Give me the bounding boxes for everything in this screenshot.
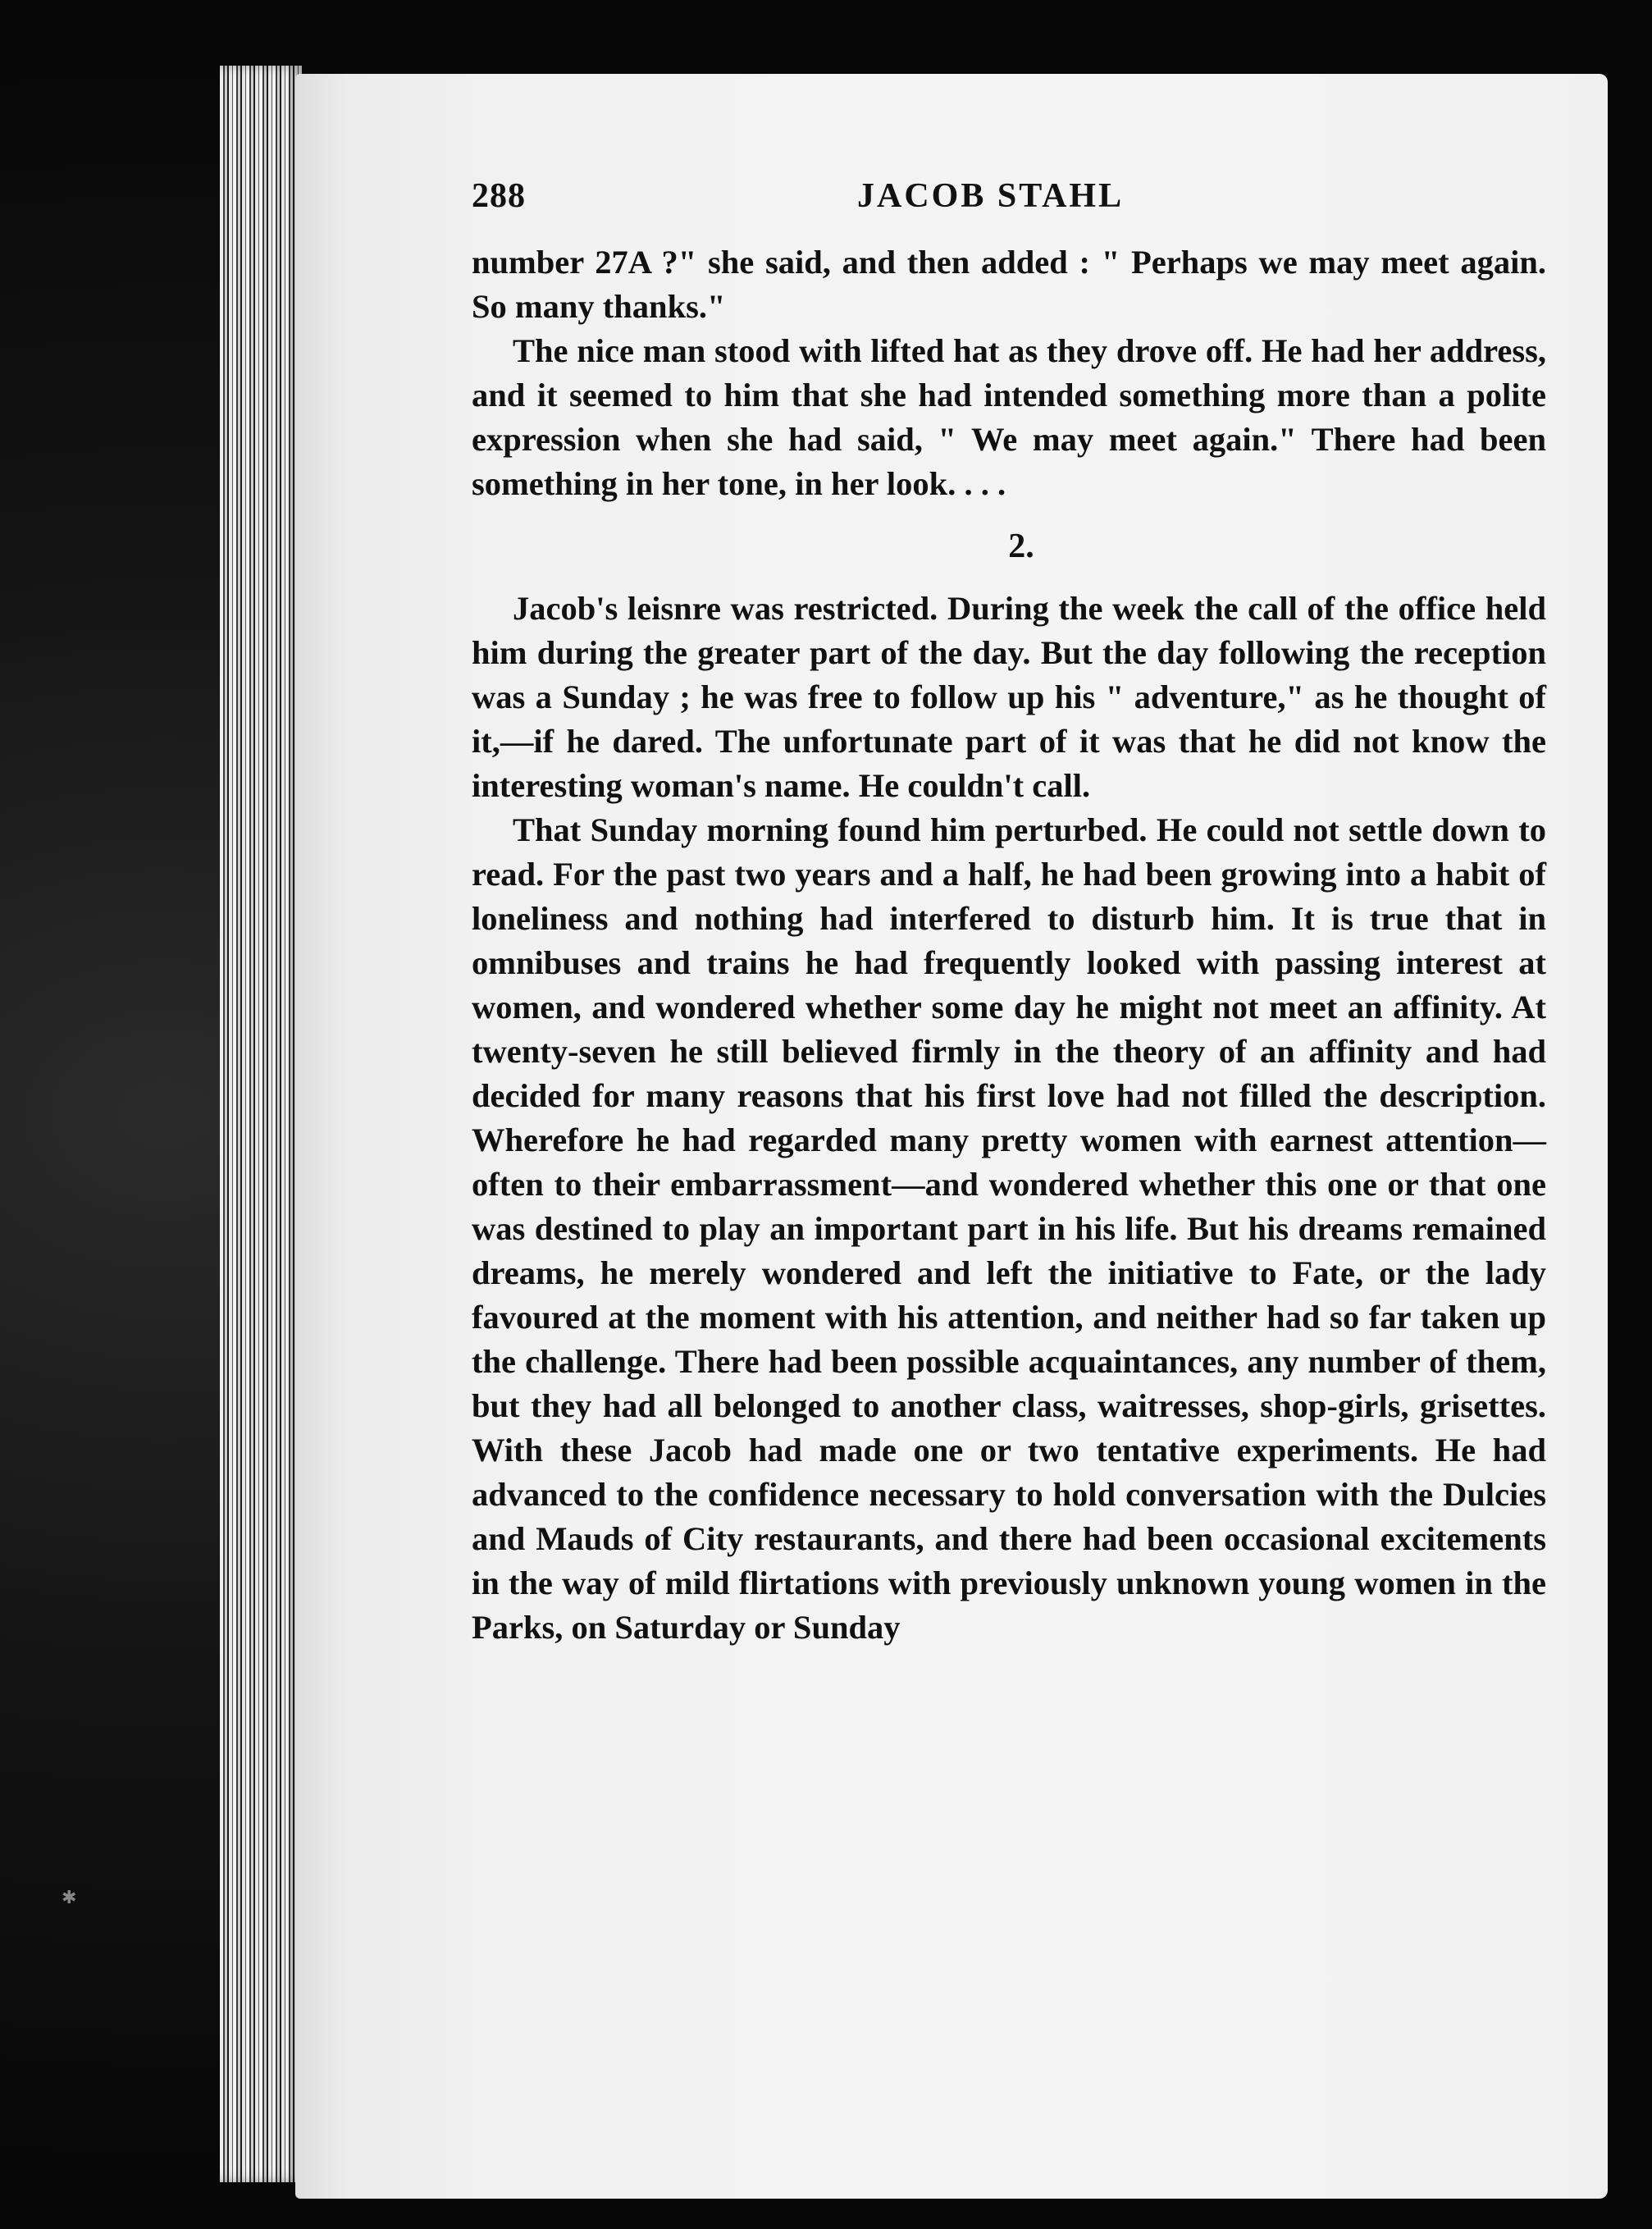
scan-speck: ✱ — [62, 1887, 77, 1907]
page-number: 288 — [472, 177, 526, 215]
running-head — [472, 176, 1546, 226]
book-page — [295, 74, 1608, 2199]
paragraph: The nice man stood with lifted hat as they drove off. He had her address, and it seemed to him that she had intended something more than a polite expression when she had said, " We may meet again." There had been something in her tone, in her look. . . . — [472, 332, 1546, 502]
paragraph: number 27A ?" she said, and then added : " Perhaps we may meet again. So many thanks." — [472, 244, 1546, 325]
paragraph: That Sunday morning found him perturbed. He could not settle down to read. For the past two years and a half, he had been growing into a habit of loneliness and nothing had interfered to disturb him. It is true that in omnibuses and trains he had frequently looked with passing interest at women, and wondered whether some day he might not meet an affinity. At twenty-seven he still believed firmly in the theory of an affinity and had decided for many reasons that his first love had not filled the description. Wherefore he had regarded many pretty women with earnest attention—often to their embarrassment—and wondered whether this one or that one was destined to play an important part in his life. But his dreams remained dreams, he merely wondered and left the initiative to Fate, or the lady favoured at the moment with his attention, and neither had so far taken up the challenge. There had been possible acquaintances, any number of them, but they had all belonged to another class, waitresses, shop-girls, grisettes. With these Jacob had made one or two tentative experiments. He had advanced to the confidence necessary to hold conversation with the Dulcies and Mauds of City restaurants, and there had been occasional excitements in the way of mild flirtations with previously unknown young women in the Parks, on Saturday or Sunday — [472, 811, 1546, 1646]
section-number: 2. — [1008, 528, 1034, 565]
body-text — [472, 240, 1546, 1650]
page-content — [472, 176, 1546, 1650]
book-page-edges — [220, 66, 302, 2182]
paragraph: Jacob's leisnre was restricted. During the week the call of the office held him during the greater part of the day. But the day following the reception was a Sunday ; he was free to follow up his " adventure," as he thought of it,—if he dared. The unfortunate part of it was that he did not know the interesting woman's name. He couldn't call. — [472, 590, 1546, 804]
book-title: JACOB STAHL — [857, 177, 1125, 215]
